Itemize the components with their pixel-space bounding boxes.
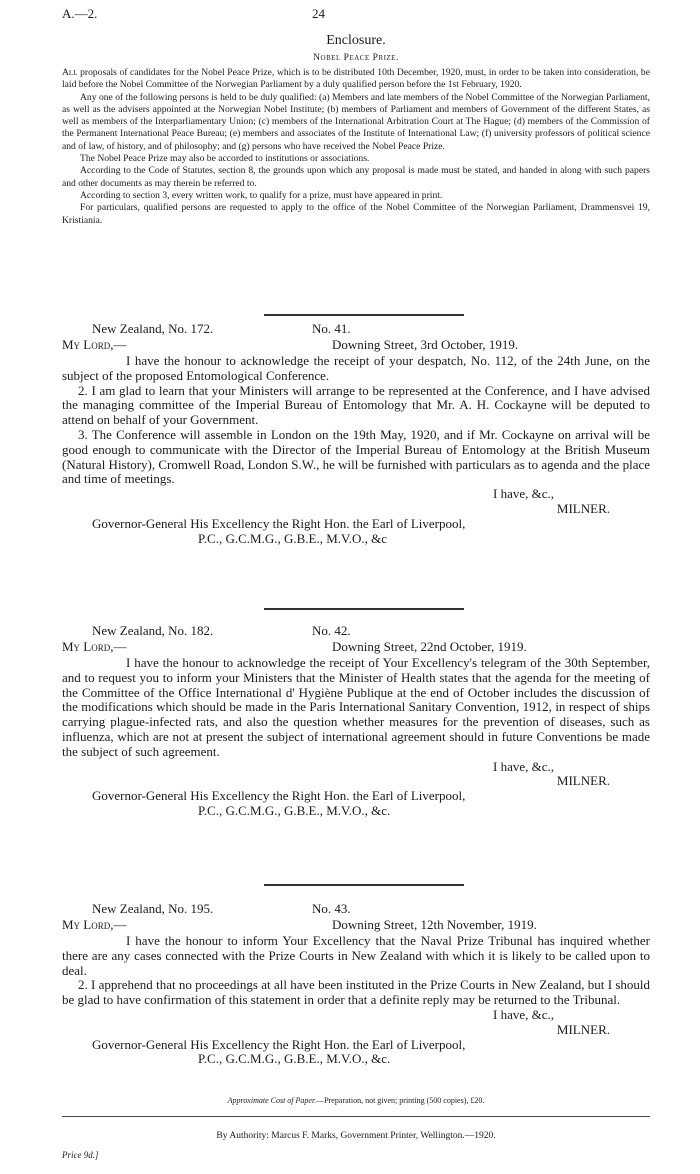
enclosure-body <box>62 67 650 227</box>
letter-reference-line <box>62 902 650 918</box>
closing: I have, &c., <box>492 486 554 502</box>
salutation: My Lord,— <box>62 639 127 654</box>
enclosure-title: Enclosure. <box>326 33 386 48</box>
signature: MILNER. <box>556 500 610 516</box>
letter-paragraph: I have the honour to acknowledge the receipt of Your Excellency's telegram of the 30th September, and to request you to inform your Ministers that the Minister of Health states that the agenda for the meeting of the Committee of the Office International d' Hygiène Publique at the end of October includes the discussion of the modifications which should be made in the Paris International Sanitary Convention, 1912, in respect of ships carrying plague-infected rats, and also the question whether measures for the prevention of diseases, such as influenza, which are not at present the subject of international agreement should in future Conventions be made the subject of such agreement. <box>62 655 650 759</box>
signature: MILNER. <box>556 1021 610 1037</box>
despatch-number: No. 42. <box>312 623 351 638</box>
addressee-honours: P.C., G.C.M.G., G.B.E., M.V.O., &c. <box>198 802 391 818</box>
letter-body <box>62 934 650 1008</box>
place-date: Downing Street, 22nd October, 1919. <box>332 639 527 654</box>
cost-footnote-label: Approximate Cost of Paper. <box>227 1096 317 1105</box>
letter-body <box>62 354 650 487</box>
closing: I have, &c., <box>492 758 554 774</box>
despatch-number: No. 43. <box>312 901 351 916</box>
cost-footnote-text: —Preparation, not given; printing (500 copies), £20. <box>316 1096 485 1105</box>
salutation-line <box>62 338 650 354</box>
letter-paragraph: I have the honour to acknowledge the receipt of your despatch, No. 112, of the 24th June, on the subject of the proposed Entomological Conference. <box>62 353 650 383</box>
enclosure-paragraph: All proposals of candidates for the Nobel Peace Prize, which is to be distributed 10th December, 1920, must, in order to be taken into consideration, be laid before the Nobel Committee of the Norwegian Parliament by a duly qualified person before the 1st February, 1920. <box>62 67 650 91</box>
letter-reference-line <box>62 624 650 640</box>
letter-body <box>62 656 650 760</box>
page-number: 24 <box>312 6 325 21</box>
letter-paragraph: 2. I apprehend that no proceedings at all have been instituted in the Prize Courts in New Zealand, but I should be glad to have confirmation of this statement in order that a definite reply may be returned to the Tribunal. <box>62 977 650 1008</box>
section-divider <box>264 884 464 886</box>
enclosure-paragraph: For particulars, qualified persons are requested to apply to the office of the Nobel Committee of the Norwegian Parliament, Drammensvei 19, Kristiania. <box>62 202 650 226</box>
despatch-number: No. 41. <box>312 321 351 336</box>
enclosure-paragraph: According to section 3, every written work, to qualify for a prize, must have appeared in print. <box>80 189 443 201</box>
place-date: Downing Street, 12th November, 1919. <box>332 917 537 932</box>
section-divider <box>264 314 464 316</box>
addressee-honours: P.C., G.C.M.G., G.B.E., M.V.O., &c <box>198 530 388 546</box>
salutation: My Lord,— <box>62 917 127 932</box>
addressee: Governor-General His Excellency the Right Hon. the Earl of Liverpool, <box>92 515 466 531</box>
nz-reference: New Zealand, No. 172. <box>92 321 214 336</box>
salutation: My Lord,— <box>62 337 127 352</box>
addressee: Governor-General His Excellency the Right Hon. the Earl of Liverpool, <box>92 1036 466 1052</box>
paper-reference: A.—2. <box>62 6 98 21</box>
cost-footnote <box>62 1096 650 1105</box>
letter-reference-line <box>62 322 650 338</box>
letter-paragraph: I have the honour to inform Your Excellency that the Naval Prize Tribunal has inquired whether there are any cases connected with the Prize Courts in New Zealand with which it is likely to be called upon to deal. <box>62 933 650 978</box>
nz-reference: New Zealand, No. 182. <box>92 623 214 638</box>
footer-divider <box>62 1116 650 1117</box>
letter-paragraph: 2. I am glad to learn that your Ministers will arrange to be represented at the Conference, and I have advised the managing committee of the Imperial Bureau of Entomology that Mr. A. H. Cockayne will be deputed to attend on behalf of your Government. <box>62 382 650 428</box>
enclosure-paragraph: The Nobel Peace Prize may also be accorded to institutions or associations. <box>80 153 370 165</box>
letter-42 <box>62 624 650 819</box>
signature: MILNER. <box>556 773 610 789</box>
enclosure-lead-word: All <box>62 67 78 78</box>
enclosure-subtitle: Nobel Peace Prize. <box>313 53 399 63</box>
printer-imprint: By Authority: Marcus F. Marks, Government Printer, Wellington.—1920. <box>216 1131 496 1141</box>
closing: I have, &c., <box>492 1006 554 1022</box>
place-date: Downing Street, 3rd October, 1919. <box>332 337 519 352</box>
letter-43 <box>62 902 650 1067</box>
section-divider <box>264 608 464 610</box>
salutation-line <box>62 640 650 656</box>
enclosure-paragraph: Any one of the following persons is held to be duly qualified: (a) Members and late members of the Nobel Committee of the Norwegian Parliament, as well as the advisers appointed at the Norwegian Nobel Institute; (b) members of Parliament and members of Government of the different States, as well as members of the Interparliamentary Union; (c) members of the International Arbitration Court at The Hague; (d) members of the Commission of the Permanent International Peace Bureau; (e) members and associates of the Institute of International Law; (f) university professors of political science and of law, of history, and of philosophy; and (g) persons who have received the Nobel Peace Prize. <box>62 91 650 152</box>
salutation-line <box>62 918 650 934</box>
nz-reference: New Zealand, No. 195. <box>92 901 214 916</box>
page-header <box>62 6 650 24</box>
enclosure-paragraph: According to the Code of Statutes, section 8, the grounds upon which any proposal is made must be stated, and handed in along with such papers and other documents as may therein be referred to. <box>62 165 650 189</box>
letter-paragraph: 3. The Conference will assemble in London on the 19th May, 1920, and if Mr. Cockayne on arrival will be good enough to communicate with the Director of the Imperial Bureau of Entomology at the British Museum (Natural History), Cromwell Road, London S.W., he will be furnished with particulars as to agenda and the place and time of meetings. <box>62 426 650 487</box>
addressee: Governor-General His Excellency the Right Hon. the Earl of Liverpool, <box>92 788 466 804</box>
letter-41 <box>62 322 650 546</box>
addressee-honours: P.C., G.C.M.G., G.B.E., M.V.O., &c. <box>198 1051 391 1067</box>
price: Price 9d.] <box>62 1150 99 1160</box>
